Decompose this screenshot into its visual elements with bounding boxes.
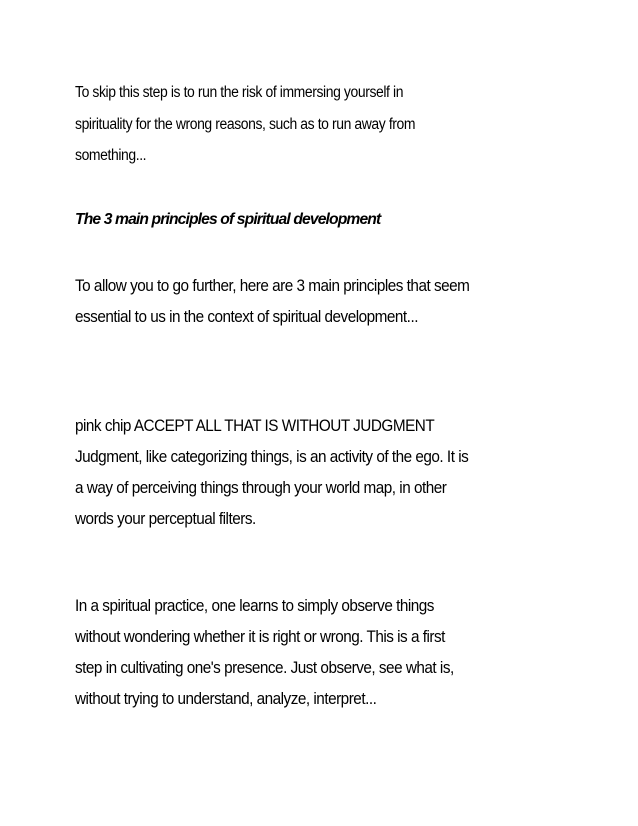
paragraph-line: In a spiritual practice, one learns to simply observe things: [75, 596, 434, 615]
paragraph-line: spirituality for the wrong reasons, such as to run away from: [75, 115, 416, 133]
paragraph-line: a way of perceiving things through your world map, in other: [75, 478, 447, 497]
paragraph-line: without wondering whether it is right or wrong. This is a first: [75, 627, 445, 646]
paragraph-line: something...: [75, 147, 147, 164]
practice-paragraph: [75, 590, 525, 714]
principle-title: pink chip ACCEPT ALL THAT IS WITHOUT JUDGMENT: [75, 416, 435, 435]
paragraph-line: Judgment, like categorizing things, is an activity of the ego. It is: [75, 447, 469, 466]
intro-paragraph: [75, 77, 525, 172]
section-heading: The 3 main principles of spiritual development: [75, 211, 381, 228]
principles-intro-paragraph: [75, 270, 525, 332]
paragraph-line: To allow you to go further, here are 3 main principles that seem: [75, 276, 470, 295]
principle-one-paragraph: [75, 410, 525, 534]
paragraph-line: without trying to understand, analyze, interpret...: [75, 689, 377, 708]
paragraph-line: essential to us in the context of spiritual development...: [75, 307, 418, 326]
paragraph-line: words your perceptual filters.: [75, 509, 256, 528]
paragraph-line: To skip this step is to run the risk of immersing yourself in: [75, 84, 404, 101]
paragraph-line: step in cultivating one's presence. Just observe, see what is,: [75, 658, 454, 677]
